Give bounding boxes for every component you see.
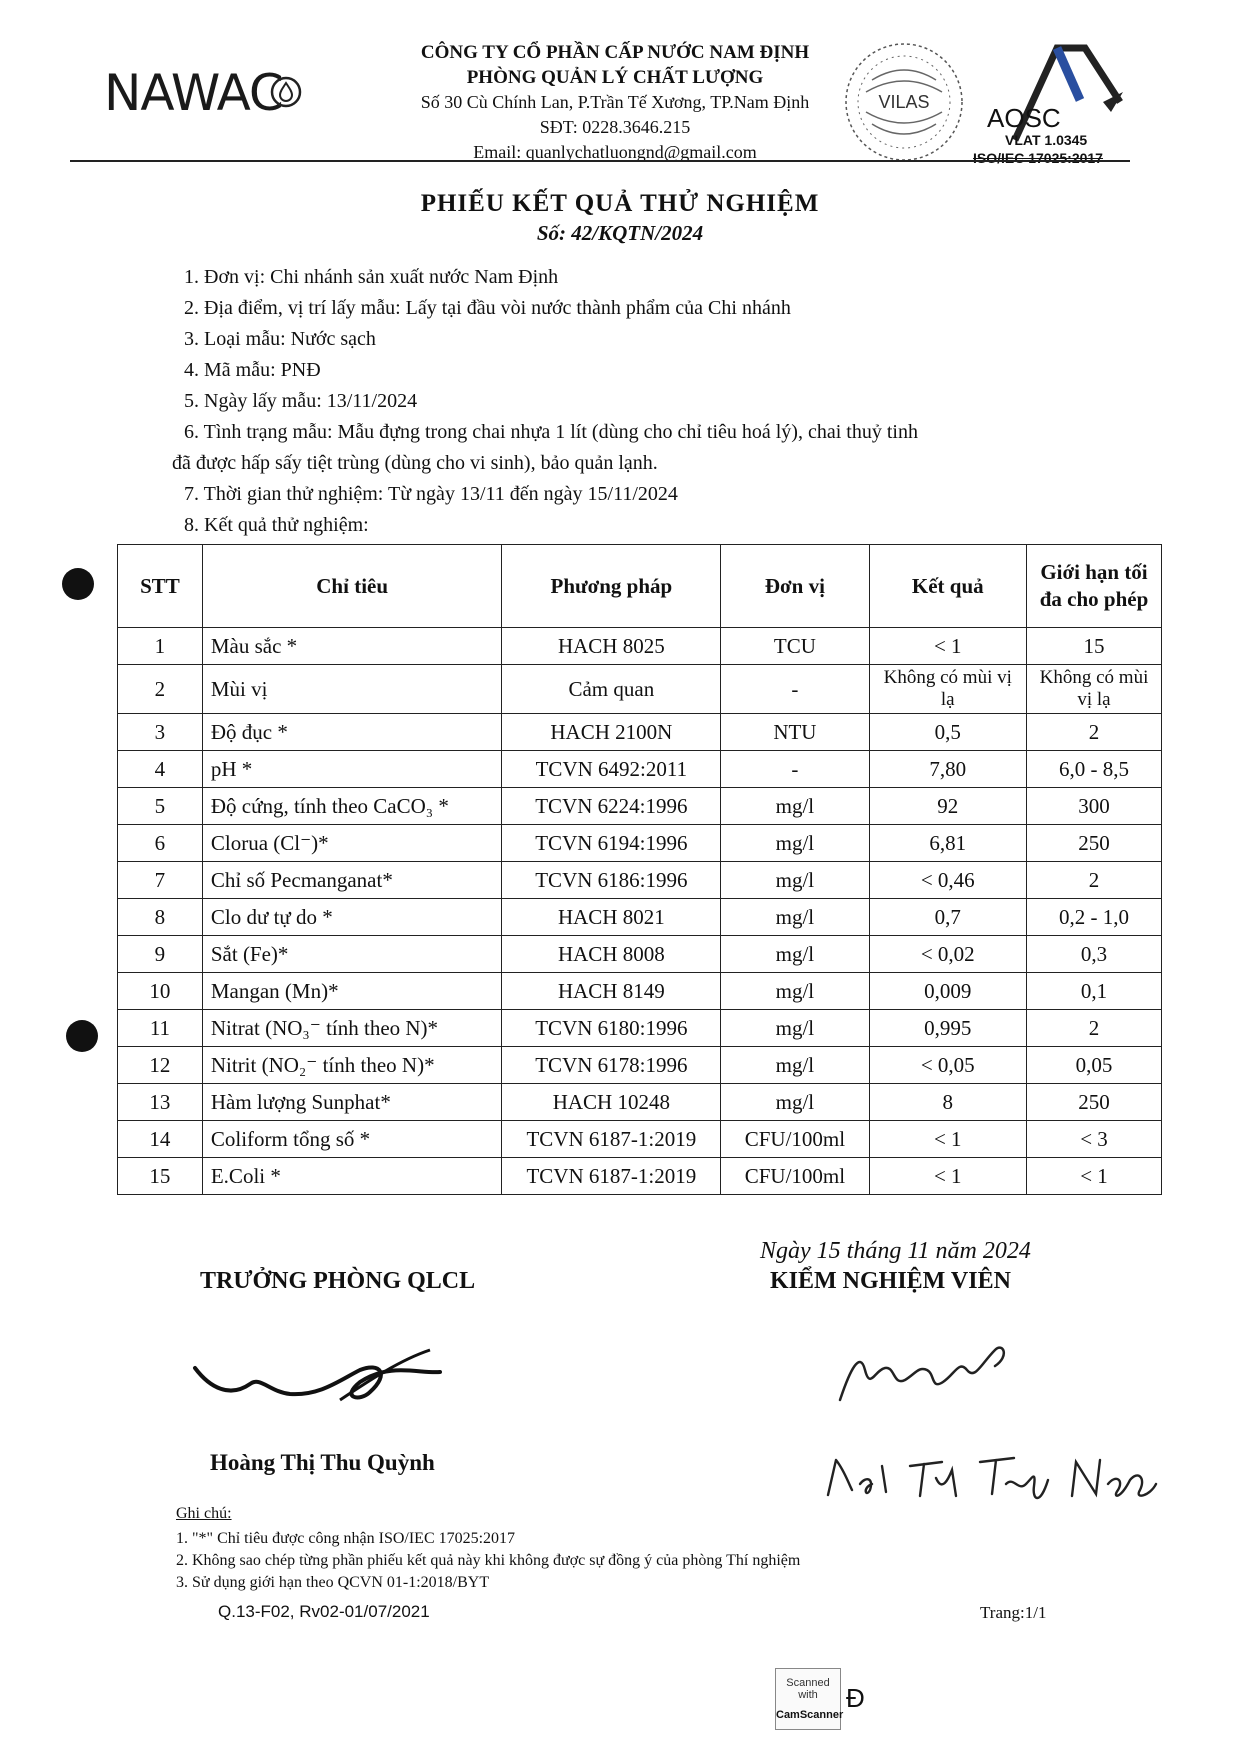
cell-param: Hàm lượng Sunphat* (202, 1084, 502, 1121)
cell-limit: 250 (1027, 825, 1162, 862)
col-header-stt: STT (118, 545, 203, 628)
note-item: 1. "*" Chỉ tiêu được công nhận ISO/IEC 17025:2017 (176, 1530, 516, 1547)
cell-limit: 0,3 (1027, 936, 1162, 973)
water-drop-logo-icon (270, 76, 302, 108)
scanner-caption: Scanned with (786, 1677, 830, 1701)
cell-method: HACH 8021 (502, 899, 721, 936)
info-line-continued: đã được hấp sấy tiệt trùng (dùng cho vi sinh), bảo quản lạnh. (172, 452, 658, 474)
cell-param: Nitrat (NO₃⁻ tính theo N)* (202, 1010, 502, 1047)
document-title: PHIẾU KẾT QUẢ THỬ NGHIỆM (420, 190, 820, 217)
inspector-title: KIỂM NGHIỆM VIÊN (770, 1268, 1011, 1294)
info-line: 1. Đơn vị: Chi nhánh sản xuất nước Nam Định (184, 266, 559, 288)
sample-info (172, 262, 1144, 541)
table-row (118, 825, 1162, 862)
table-row (118, 714, 1162, 751)
cell-result: 0,7 (869, 899, 1026, 936)
cell-method: TCVN 6186:1996 (502, 862, 721, 899)
cell-result: Không có mùi vị lạ (869, 665, 1026, 714)
punch-hole (66, 1020, 98, 1052)
aosc-code: VLAT 1.0345 (1005, 132, 1088, 148)
cell-stt: 8 (118, 899, 203, 936)
cell-stt: 14 (118, 1121, 203, 1158)
cell-limit: 2 (1027, 714, 1162, 751)
head-of-qc-title: TRƯỞNG PHÒNG QLCL (200, 1268, 476, 1294)
form-code: Q.13-F02, Rv02-01/07/2021 (218, 1602, 430, 1621)
col-header-method: Phương pháp (502, 545, 721, 628)
company-name: CÔNG TY CỔ PHẦN CẤP NƯỚC NAM ĐỊNH (420, 42, 810, 63)
cell-param: E.Coli * (202, 1158, 502, 1195)
cell-method: HACH 8149 (502, 973, 721, 1010)
cell-limit: 2 (1027, 1010, 1162, 1047)
cell-method: TCVN 6194:1996 (502, 825, 721, 862)
notes-title: Ghi chú: (176, 1505, 232, 1522)
cell-result: < 1 (869, 1158, 1026, 1195)
cell-result: 6,81 (869, 825, 1026, 862)
cell-unit: CFU/100ml (721, 1158, 869, 1195)
cell-param: Mangan (Mn)* (202, 973, 502, 1010)
cell-param: Chỉ số Pecmanganat* (202, 862, 502, 899)
results-table (117, 544, 1162, 1195)
cell-result: 0,995 (869, 1010, 1026, 1047)
table-row (118, 1010, 1162, 1047)
info-line: 6. Tình trạng mẫu: Mẫu đựng trong chai nhựa 1 lít (dùng cho chỉ tiêu hoá lý), chai thuỷ tinh (184, 421, 918, 443)
table-row (118, 936, 1162, 973)
cell-result: < 0,02 (869, 936, 1026, 973)
cell-limit: 0,1 (1027, 973, 1162, 1010)
info-line: 4. Mã mẫu: PNĐ (184, 359, 321, 381)
cell-param: Độ cứng, tính theo CaCO₃ * (202, 788, 502, 825)
cell-limit: 300 (1027, 788, 1162, 825)
note-item: 2. Không sao chép từng phần phiếu kết quả này khi không được sự đồng ý của phòng Thí nghiệm (176, 1552, 801, 1569)
header-divider (70, 160, 1130, 162)
cell-result: 0,5 (869, 714, 1026, 751)
cell-method: HACH 8025 (502, 628, 721, 665)
inspector-signature (835, 1330, 1015, 1410)
cell-limit: < 1 (1027, 1158, 1162, 1195)
table-row (118, 899, 1162, 936)
cell-unit: mg/l (721, 1010, 869, 1047)
cell-unit: mg/l (721, 899, 869, 936)
cell-method: TCVN 6492:2011 (502, 751, 721, 788)
cell-result: < 1 (869, 1121, 1026, 1158)
cell-unit: TCU (721, 628, 869, 665)
cell-param: Sắt (Fe)* (202, 936, 502, 973)
cell-limit: 250 (1027, 1084, 1162, 1121)
cell-limit: 2 (1027, 862, 1162, 899)
cell-stt: 6 (118, 825, 203, 862)
aosc-iso: ISO/IEC 17025:2017 (973, 150, 1103, 166)
company-header (360, 40, 870, 165)
cell-stt: 7 (118, 862, 203, 899)
col-header-param: Chỉ tiêu (202, 545, 502, 628)
notes-list (176, 1528, 800, 1594)
cell-limit: Không có mùi vị lạ (1027, 665, 1162, 714)
cell-result: 7,80 (869, 751, 1026, 788)
cell-method: TCVN 6187-1:2019 (502, 1158, 721, 1195)
cell-result: 0,009 (869, 973, 1026, 1010)
cell-method: HACH 10248 (502, 1084, 721, 1121)
stamp-label: VILAS (878, 92, 930, 112)
table-row (118, 1121, 1162, 1158)
cell-stt: 3 (118, 714, 203, 751)
cell-unit: mg/l (721, 973, 869, 1010)
cell-method: TCVN 6180:1996 (502, 1010, 721, 1047)
table-row (118, 628, 1162, 665)
table-row (118, 973, 1162, 1010)
cell-param: Mùi vị (202, 665, 502, 714)
table-row (118, 788, 1162, 825)
camscanner-badge (775, 1668, 844, 1730)
cell-limit: 6,0 - 8,5 (1027, 751, 1162, 788)
cell-result: < 1 (869, 628, 1026, 665)
cell-method: TCVN 6178:1996 (502, 1047, 721, 1084)
cell-param: Clorua (Cl⁻)* (202, 825, 502, 862)
cell-stt: 2 (118, 665, 203, 714)
aosc-name: AOSC (987, 103, 1061, 133)
page-number: Trang:1/1 (980, 1603, 1047, 1622)
cell-unit: mg/l (721, 1084, 869, 1121)
cell-stt: 11 (118, 1010, 203, 1047)
cell-method: HACH 8008 (502, 936, 721, 973)
cell-unit: NTU (721, 714, 869, 751)
cell-stt: 5 (118, 788, 203, 825)
info-line: 8. Kết quả thử nghiệm: (184, 514, 369, 536)
cell-limit: 15 (1027, 628, 1162, 665)
table-row (118, 751, 1162, 788)
inspector-handwritten-name (820, 1440, 1160, 1510)
cell-method: TCVN 6224:1996 (502, 788, 721, 825)
info-line: 3. Loại mẫu: Nước sạch (184, 328, 376, 350)
punch-hole (62, 568, 94, 600)
info-line: 5. Ngày lấy mẫu: 13/11/2024 (184, 390, 418, 412)
cell-method: HACH 2100N (502, 714, 721, 751)
company-logo: NAWAC (104, 64, 283, 122)
head-of-qc-name: Hoàng Thị Thu Quỳnh (210, 1450, 435, 1475)
cell-param: Clo dư tự do * (202, 899, 502, 936)
cell-stt: 15 (118, 1158, 203, 1195)
cell-result: < 0,46 (869, 862, 1026, 899)
cell-unit: mg/l (721, 1047, 869, 1084)
cell-result: < 0,05 (869, 1047, 1026, 1084)
cell-unit: mg/l (721, 936, 869, 973)
table-header-row (118, 545, 1162, 628)
note-item: 3. Sử dụng giới hạn theo QCVN 01-1:2018/BYT (176, 1574, 490, 1591)
cell-param: Nitrit (NO₂⁻ tính theo N)* (202, 1047, 502, 1084)
col-header-unit: Đơn vị (721, 545, 869, 628)
cell-stt: 9 (118, 936, 203, 973)
cell-param: pH * (202, 751, 502, 788)
col-header-limit: Giới hạn tối đa cho phép (1027, 545, 1162, 628)
table-row (118, 665, 1162, 714)
cell-result: 8 (869, 1084, 1026, 1121)
cell-param: Độ đục * (202, 714, 502, 751)
cell-result: 92 (869, 788, 1026, 825)
document-number: Số: 42/KQTN/2024 (536, 221, 704, 245)
company-email: Email: quanlychatluongnd@gmail.com (473, 142, 757, 162)
scanner-app-name: CamScanner (776, 1709, 844, 1721)
cell-stt: 10 (118, 973, 203, 1010)
cell-param: Màu sắc * (202, 628, 502, 665)
cell-stt: 1 (118, 628, 203, 665)
cell-limit: 0,2 - 1,0 (1027, 899, 1162, 936)
info-line: 7. Thời gian thử nghiệm: Từ ngày 13/11 đến ngày 15/11/2024 (184, 483, 678, 505)
cell-stt: 4 (118, 751, 203, 788)
department-name: PHÒNG QUẢN LÝ CHẤT LƯỢNG (466, 67, 764, 88)
cell-limit: < 3 (1027, 1121, 1162, 1158)
table-row (118, 1084, 1162, 1121)
table-row (118, 1047, 1162, 1084)
head-of-qc-signature (190, 1340, 450, 1420)
cell-limit: 0,05 (1027, 1047, 1162, 1084)
cell-unit: CFU/100ml (721, 1121, 869, 1158)
company-address: Số 30 Cù Chính Lan, P.Trần Tế Xương, TP.Nam Định (420, 92, 810, 112)
col-header-result: Kết quả (869, 545, 1026, 628)
company-phone: SĐT: 0228.3646.215 (539, 117, 691, 137)
cell-stt: 12 (118, 1047, 203, 1084)
cell-unit: - (721, 665, 869, 714)
cell-method: TCVN 6187-1:2019 (502, 1121, 721, 1158)
cell-unit: mg/l (721, 788, 869, 825)
table-row (118, 862, 1162, 899)
cell-unit: mg/l (721, 862, 869, 899)
info-line: 2. Địa điểm, vị trí lấy mẫu: Lấy tại đầu vòi nước thành phẩm của Chi nhánh (184, 297, 791, 319)
table-row (118, 1158, 1162, 1195)
issue-date: Ngày 15 tháng 11 năm 2024 (760, 1238, 1031, 1264)
cell-stt: 13 (118, 1084, 203, 1121)
scanner-mark: Đ (846, 1683, 865, 1713)
cell-method: Cảm quan (502, 665, 721, 714)
cell-param: Coliform tổng số * (202, 1121, 502, 1158)
cell-unit: mg/l (721, 825, 869, 862)
cell-unit: - (721, 751, 869, 788)
